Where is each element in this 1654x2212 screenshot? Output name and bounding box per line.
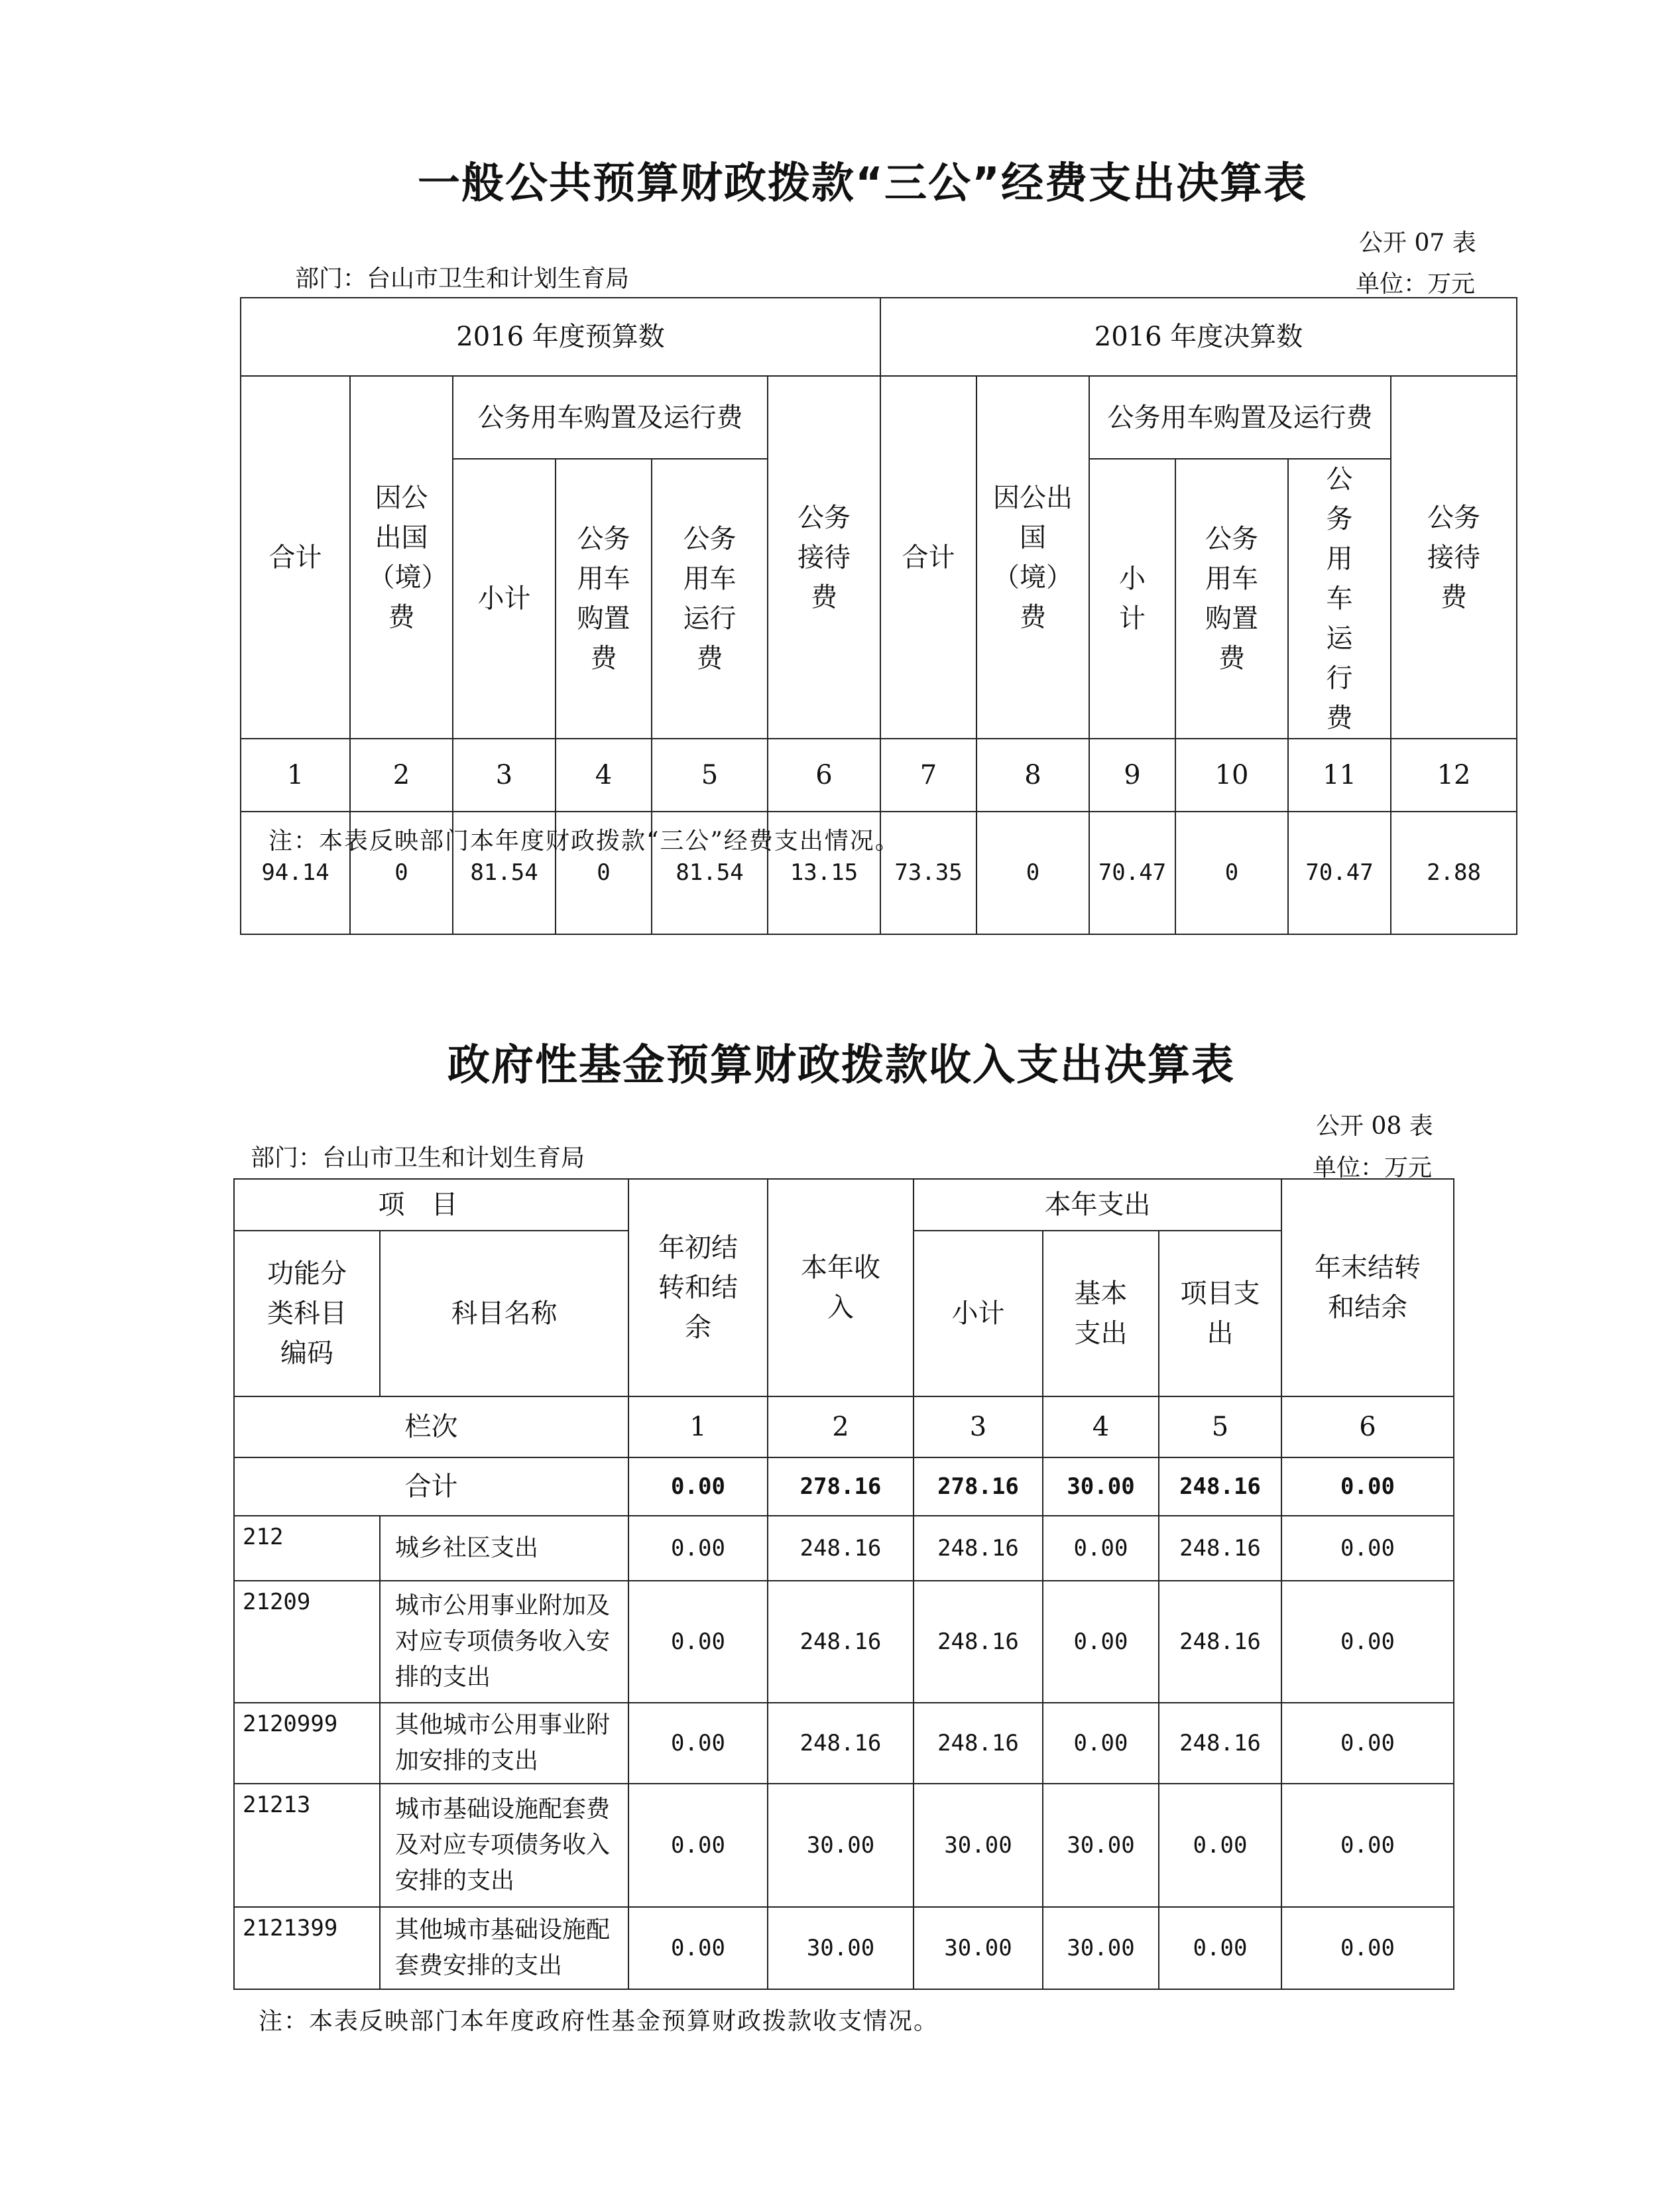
table08-total-value: 0.00	[628, 1457, 768, 1516]
table07-value: 13.15	[768, 812, 880, 934]
table07-col-number: 7	[880, 739, 976, 812]
table08-header-project: 项目支出	[1159, 1231, 1281, 1396]
row-value: 0.00	[628, 1516, 768, 1581]
table07-note: 注：本表反映部门本年度财政拨款“三公”经费支出情况。	[268, 828, 900, 855]
table07-col-number: 3	[453, 739, 556, 812]
table07-header-reception: 公务接待费	[768, 376, 880, 739]
table07-value: 2.88	[1391, 812, 1517, 934]
table07-header-car-run-final: 公务用车运行费	[1288, 459, 1391, 739]
row-value: 0.00	[1043, 1703, 1159, 1784]
row-value: 248.16	[768, 1703, 914, 1784]
row-value: 248.16	[768, 1581, 914, 1703]
row-name: 其他城市公用事业附加安排的支出	[380, 1703, 628, 1784]
table07-col-number: 12	[1391, 739, 1517, 812]
row-code: 21209	[234, 1581, 380, 1703]
table07-value: 0	[1175, 812, 1288, 934]
table07-header-total-final: 合计	[880, 376, 976, 739]
row-code: 21213	[234, 1784, 380, 1907]
row-value: 30.00	[768, 1784, 914, 1907]
row-value: 248.16	[1159, 1516, 1281, 1581]
table07-header-total: 合计	[241, 376, 350, 739]
table08-total-value: 30.00	[1043, 1457, 1159, 1516]
row-value: 248.16	[1159, 1703, 1281, 1784]
table-row	[234, 1516, 1454, 1581]
table07-value: 0	[350, 812, 453, 934]
table-row	[234, 1907, 1454, 1989]
table07-col-number: 5	[652, 739, 768, 812]
table07-header-car-buy-final: 公务用车购置费	[1175, 459, 1288, 739]
table07-value: 81.54	[453, 812, 556, 934]
table07-header-reception-final: 公务接待费	[1391, 376, 1517, 739]
row-value: 248.16	[914, 1581, 1043, 1703]
table07-department: 部门：台山市卫生和计划生育局	[295, 265, 630, 292]
table07-value: 0	[556, 812, 652, 934]
table-row	[234, 1784, 1454, 1907]
table-row	[234, 1703, 1454, 1784]
row-value: 0.00	[1281, 1516, 1454, 1581]
table08-note: 注：本表反映部门本年度政府性基金预算财政拨款收支情况。	[259, 2008, 939, 2035]
table07-col-number: 1	[241, 739, 350, 812]
table08-title: 政府性基金预算财政拨款收入支出决算表	[447, 1041, 1235, 1090]
row-value: 248.16	[1159, 1581, 1281, 1703]
row-value: 0.00	[1281, 1784, 1454, 1907]
table08-col-number: 3	[914, 1396, 1043, 1457]
row-value: 0.00	[628, 1581, 768, 1703]
row-value: 0.00	[1043, 1581, 1159, 1703]
table08-header-name: 科目名称	[380, 1231, 628, 1396]
table07-header-subtotal-final: 小计	[1089, 459, 1175, 739]
row-value: 248.16	[914, 1703, 1043, 1784]
table08-header-item: 项目	[234, 1179, 628, 1231]
row-value: 0.00	[1281, 1907, 1454, 1989]
table07-value: 0	[976, 812, 1089, 934]
table08-unit: 单位：万元	[1313, 1154, 1433, 1182]
table07-unit: 单位：万元	[1356, 271, 1476, 298]
row-value: 30.00	[768, 1907, 914, 1989]
table07-header-abroad-final: 因公出国（境）费	[976, 376, 1089, 739]
row-value: 30.00	[914, 1784, 1043, 1907]
table08-col-label: 栏次	[234, 1396, 628, 1457]
table07-value: 70.47	[1089, 812, 1175, 934]
row-value: 30.00	[1043, 1784, 1159, 1907]
table07-budget-group-header: 2016 年度预算数	[241, 298, 880, 376]
table08-header-code: 功能分类科目编码	[234, 1231, 380, 1396]
table08-header-income: 本年收入	[768, 1179, 914, 1396]
table07-header-car-group-final: 公务用车购置及运行费	[1089, 376, 1391, 459]
table08-total-label: 合计	[234, 1457, 628, 1516]
row-value: 0.00	[1043, 1516, 1159, 1581]
row-value: 0.00	[1281, 1703, 1454, 1784]
table08-header-begin-balance: 年初结转和结余	[628, 1179, 768, 1396]
row-value: 30.00	[1043, 1907, 1159, 1989]
table07-col-number: 11	[1288, 739, 1391, 812]
row-name: 城乡社区支出	[380, 1516, 628, 1581]
table07-final-group-header: 2016 年度决算数	[880, 298, 1517, 376]
table08-header-subtotal: 小计	[914, 1231, 1043, 1396]
row-value: 30.00	[914, 1907, 1043, 1989]
row-value: 248.16	[914, 1516, 1043, 1581]
table07-value: 73.35	[880, 812, 976, 934]
table07-col-number: 10	[1175, 739, 1288, 812]
table07-header-car-buy: 公务用车购置费	[556, 459, 652, 739]
table08-total-value: 278.16	[768, 1457, 914, 1516]
table08-col-number: 2	[768, 1396, 914, 1457]
table08-total-value: 0.00	[1281, 1457, 1454, 1516]
row-value: 0.00	[1281, 1581, 1454, 1703]
table07-value: 81.54	[652, 812, 768, 934]
row-code: 212	[234, 1516, 380, 1581]
table08-header-end-balance: 年末结转和结余	[1281, 1179, 1454, 1396]
table08	[233, 1178, 1454, 1990]
table08-col-number: 6	[1281, 1396, 1454, 1457]
table07-code: 公开 07 表	[1359, 229, 1476, 257]
row-value: 0.00	[628, 1784, 768, 1907]
row-value: 248.16	[768, 1516, 914, 1581]
table07-value: 94.14	[241, 812, 350, 934]
table08-total-value: 278.16	[914, 1457, 1043, 1516]
row-name: 城市公用事业附加及对应专项债务收入安排的支出	[380, 1581, 628, 1703]
table07-header-abroad: 因公出国（境）费	[350, 376, 453, 739]
table08-total-value: 248.16	[1159, 1457, 1281, 1516]
table07-col-number: 6	[768, 739, 880, 812]
table08-col-number: 1	[628, 1396, 768, 1457]
table07-header-subtotal: 小计	[453, 459, 556, 739]
table-row	[234, 1581, 1454, 1703]
table07-col-number: 2	[350, 739, 453, 812]
table07-col-number: 4	[556, 739, 652, 812]
row-value: 0.00	[1159, 1784, 1281, 1907]
row-name: 其他城市基础设施配套费安排的支出	[380, 1907, 628, 1989]
row-code: 2120999	[234, 1703, 380, 1784]
row-name: 城市基础设施配套费及对应专项债务收入安排的支出	[380, 1784, 628, 1907]
table08-department: 部门：台山市卫生和计划生育局	[251, 1144, 585, 1172]
table07-title: 一般公共预算财政拨款“三公”经费支出决算表	[418, 159, 1308, 208]
table08-col-number: 4	[1043, 1396, 1159, 1457]
row-value: 0.00	[628, 1907, 768, 1989]
table08-header-expense: 本年支出	[914, 1179, 1281, 1231]
table08-col-number: 5	[1159, 1396, 1281, 1457]
table07-value: 70.47	[1288, 812, 1391, 934]
table07-col-number: 9	[1089, 739, 1175, 812]
table08-code: 公开 08 表	[1316, 1113, 1433, 1140]
row-value: 0.00	[1159, 1907, 1281, 1989]
table08-header-basic: 基本支出	[1043, 1231, 1159, 1396]
table07-header-car-run: 公务用车运行费	[652, 459, 768, 739]
row-value: 0.00	[628, 1703, 768, 1784]
row-code: 2121399	[234, 1907, 380, 1989]
table07-col-number: 8	[976, 739, 1089, 812]
table07-header-car-group: 公务用车购置及运行费	[453, 376, 768, 459]
